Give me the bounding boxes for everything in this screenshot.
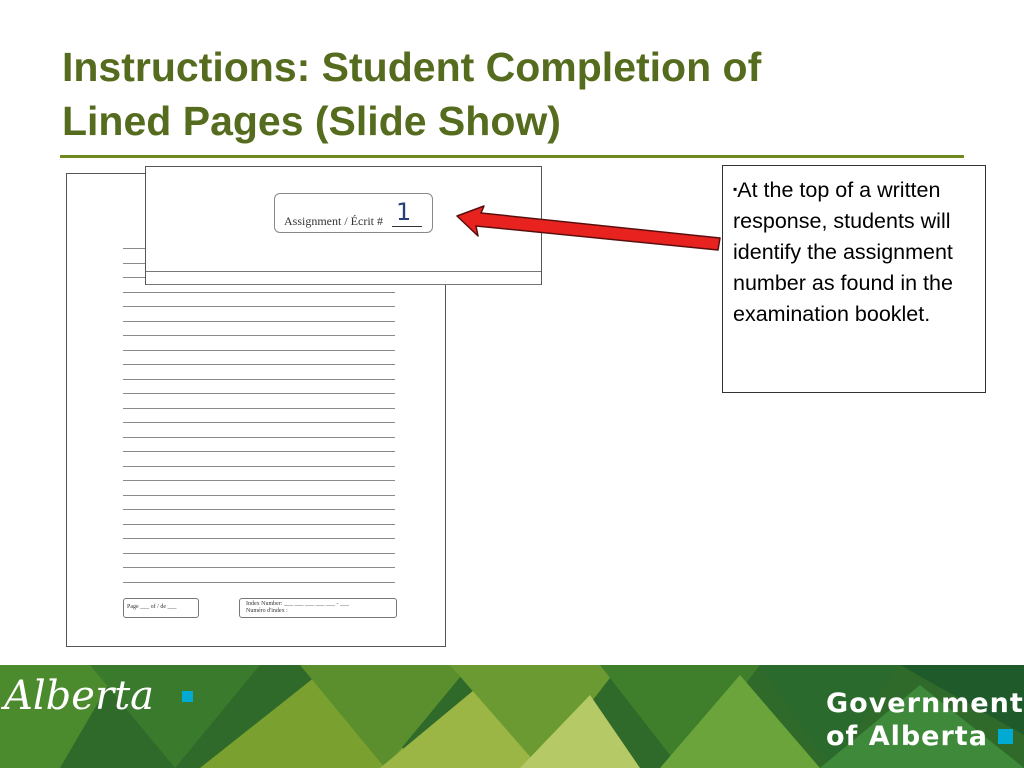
ruled-line <box>123 408 395 409</box>
zoom-ruled-line <box>146 271 541 272</box>
ruled-line <box>123 538 395 539</box>
ruled-line <box>123 553 395 554</box>
bullet-icon: ▪ <box>733 182 738 196</box>
ruled-line <box>123 422 395 423</box>
ruled-line <box>123 292 395 293</box>
blue-square-icon <box>998 729 1013 744</box>
ruled-line <box>123 480 395 481</box>
ruled-line <box>123 379 395 380</box>
ruled-line <box>123 350 395 351</box>
ruled-line <box>123 393 395 394</box>
gov-line-1: Government <box>826 688 1024 719</box>
gov-line-2-text: of Alberta <box>826 721 988 752</box>
index-number-label-fr: Numéro d'index : <box>246 608 288 614</box>
ruled-line <box>123 524 395 525</box>
gov-line-2 <box>826 720 1024 753</box>
ruled-line <box>123 451 395 452</box>
ruled-line <box>123 466 395 467</box>
ruled-line <box>123 437 395 438</box>
government-of-alberta-wordmark <box>826 687 1024 753</box>
instruction-callout <box>722 165 986 393</box>
page-number-label: Page ___ of / de ___ <box>127 604 177 610</box>
title-divider <box>60 155 964 158</box>
assignment-label: Assignment / Écrit # <box>284 214 383 228</box>
ruled-line <box>123 509 395 510</box>
callout-text: At the top of a written response, students will identify the assignment number as found in the examination booklet. <box>733 178 953 326</box>
ruled-line <box>123 364 395 365</box>
assignment-number-box <box>274 193 433 233</box>
ruled-line <box>123 567 395 568</box>
index-number-box <box>239 598 397 618</box>
ruled-line <box>123 306 395 307</box>
slide-title-line-2: Lined Pages (Slide Show) <box>62 98 561 144</box>
handwritten-assignment-number: 1 <box>396 198 412 226</box>
zoom-ruled-line <box>146 284 541 285</box>
slide-title <box>62 40 962 148</box>
ruled-line <box>123 335 395 336</box>
index-number-label: Index Number: ___ ___ ___ ___ ___ - ___ <box>246 601 349 607</box>
ruled-line <box>123 495 395 496</box>
zoomed-header-panel <box>145 166 542 285</box>
footer-banner <box>0 665 1024 768</box>
assignment-blank <box>392 226 422 227</box>
ruled-line <box>123 582 395 583</box>
alberta-logo-icon <box>0 665 200 725</box>
alberta-logo-text: Alberta <box>4 673 154 719</box>
ruled-line <box>123 321 395 322</box>
page-number-box <box>123 598 199 618</box>
slide-title-line-1: Instructions: Student Completion of <box>62 44 762 90</box>
